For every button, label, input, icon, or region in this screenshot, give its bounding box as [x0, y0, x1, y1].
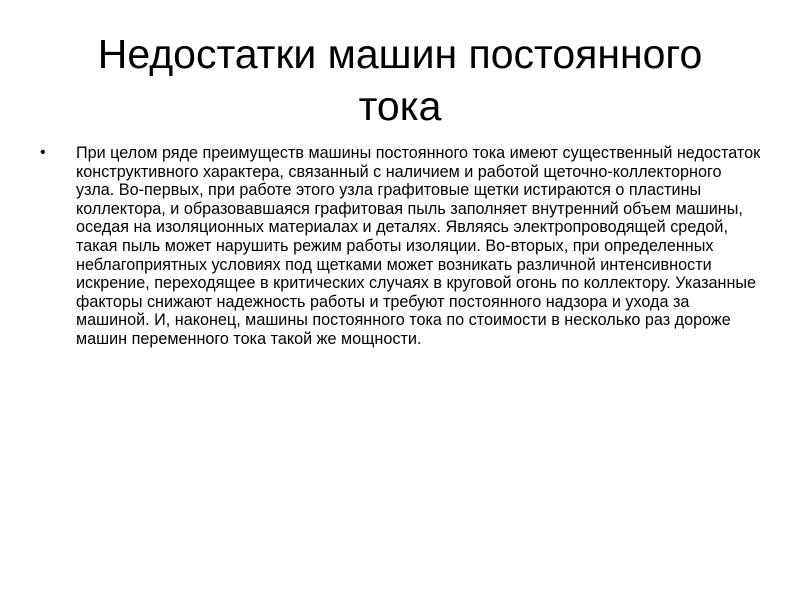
bullet-marker: •	[40, 144, 46, 161]
slide-content	[40, 144, 762, 349]
bullet-list	[40, 144, 762, 349]
slide-title: Недостатки машин постоянного тока	[97, 31, 703, 129]
bullet-item	[40, 144, 762, 349]
bullet-text: При целом ряде преимуществ машины постоянного тока имеют существенный недостаток конструктивного характера, связанный с наличием и работой щеточно-коллекторного узла. Во-первых, при работе этого узла графитовые щетки истираются о пластины коллектора, и образовавшаяся графитовая пыль заполняет внутренний объем машины, оседая на изоляционных материалах и деталях. Являясь электропроводящей средой, такая пыль может нарушить режим работы изоляции. Во-вторых, при определенных неблагоприятных условиях под щетками может возникать различной интенсивности искрение, переходящее в критических случаях в круговой огонь по коллектору. Указанные факторы снижают надежность работы и требуют постоянного надзора и ухода за машиной. И, наконец, машины постоянного тока по стоимости в несколько раз дороже машин переменного тока такой же мощности.	[76, 144, 761, 348]
